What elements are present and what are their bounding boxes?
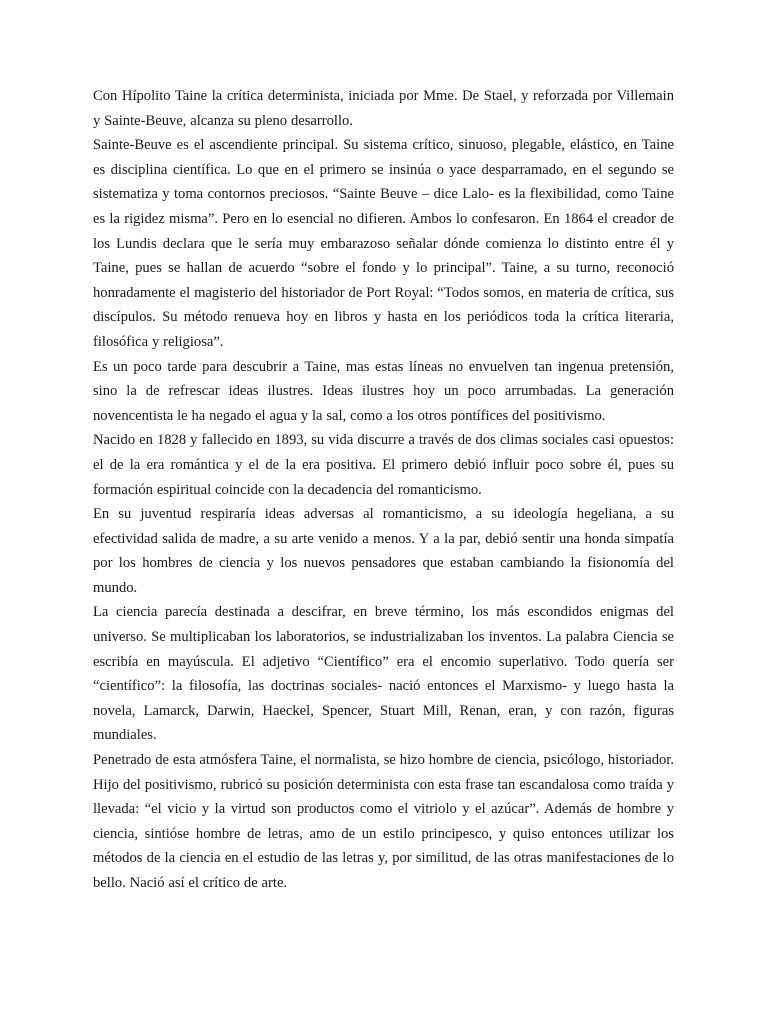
paragraph-6: La ciencia parecía destinada a descifrar, en breve término, los más escondidos enigmas del universo. Se multiplicaban los laboratorios, se industrializaban los inventos. La palabra Ciencia se escribía en mayúscula. El adjetivo “Científico” era el encomio superlativo. Todo quería ser “científico”: la filosofía, las doctrinas sociales- nació entonces el Marxismo- y luego hasta la novela, Lamarck, Darwin, Haeckel, Spencer, Stuart Mill, Renan, eran, y con razón, figuras mundiales. bbox=[93, 604, 674, 744]
paragraph-1: Con Hípolito Taine la crítica determinista, iniciada por Mme. De Stael, y reforzada por Villemain y Sainte-Beuve, alcanza su pleno desarrollo. bbox=[93, 88, 674, 129]
paragraph-7: Penetrado de esta atmósfera Taine, el normalista, se hizo hombre de ciencia, psicólogo, historiador. Hijo del positivismo, rubricó su posición determinista con esta frase tan escandalosa como traída y llevada: “el vicio y la virtud son productos como el vitriolo y el azúcar”. Además de hombre y ciencia, sintióse hombre de letras, amo de un estilo principesco, y quiso entonces utilizar los métodos de la ciencia en el estudio de las letras y, por similitud, de las otras manifestaciones de lo bello. Nació así el crítico de arte. bbox=[93, 752, 674, 891]
paragraph-4: Nacido en 1828 y fallecido en 1893, su vida discurre a través de dos climas sociales casi opuestos: el de la era romántica y el de la era positiva. El primero debió influir poco sobre él, pues su formación espiritual coincide con la decadencia del romanticismo. bbox=[93, 432, 674, 498]
document-body bbox=[93, 84, 674, 896]
paragraph-2: Sainte-Beuve es el ascendiente principal. Su sistema crítico, sinuoso, plegable, elástico, en Taine es disciplina científica. Lo que en el primero se insinúa o yace desparramado, en el segundo se sistematiza y toma contornos preciosos. “Sainte Beuve – dice Lalo- es la flexibilidad, como Taine es la rigidez misma”. Pero en lo esencial no difieren. Ambos lo confesaron. En 1864 el creador de los Lundis declara que le sería muy embarazoso señalar dónde comienza lo distinto entre él y Taine, pues se hallan de acuerdo “sobre el fondo y lo principal”. Taine, a su turno, reconoció honradamente el magisterio del historiador de Port Royal: “Todos somos, en materia de crítica, sus discípulos. Su método renueva hoy en libros y hasta en los periódicos toda la crítica literaria, filosófica y religiosa”. bbox=[93, 137, 674, 350]
paragraph-3: Es un poco tarde para descubrir a Taine, mas estas líneas no envuelven tan ingenua pretensión, sino la de refrescar ideas ilustres. Ideas ilustres hoy un poco arrumbadas. La generación novencentista le ha negado el agua y la sal, como a los otros pontífices del positivismo. bbox=[93, 358, 674, 424]
paragraph-5: En su juventud respiraría ideas adversas al romanticismo, a su ideología hegeliana, a su efectividad salida de madre, a su arte venido a menos. Y a la par, debió sentir una honda simpatía por los hombres de ciencia y los nuevos pensadores que estaban cambiando la fisionomía del mundo. bbox=[93, 506, 674, 596]
